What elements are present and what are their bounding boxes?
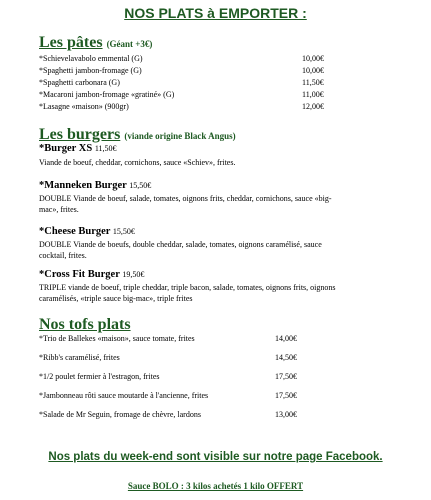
page-title: NOS PLATS à EMPORTER : bbox=[124, 5, 307, 21]
pates-item-3: *Spaghetti carbonara (G) bbox=[39, 78, 120, 87]
burger-4-desc-1: TRIPLE viande de boeuf, triple cheddar, triple bacon, salade, tomates, oignons frits, oignons bbox=[39, 283, 336, 292]
burger-4-title bbox=[39, 269, 144, 280]
burger-1-name: *Burger XS bbox=[39, 143, 93, 154]
burger-2-price: 15,50€ bbox=[129, 181, 152, 190]
sauce-offer: Sauce BOLO : 3 kilos achetés 1 kilo OFFERT bbox=[127, 481, 304, 491]
burger-1-price: 11,50€ bbox=[94, 144, 117, 153]
tofs-price-3: 17,50€ bbox=[275, 372, 297, 381]
pates-heading bbox=[39, 34, 152, 52]
burgers-title: Les burgers bbox=[39, 126, 121, 143]
pates-price-1: 10,00€ bbox=[302, 54, 324, 63]
burgers-note: (viande origine Black Angus) bbox=[124, 131, 236, 141]
pates-note: (Géant +3€) bbox=[106, 39, 153, 49]
pates-item-4: *Macaroni jambon-fromage «gratiné» (G) bbox=[39, 90, 175, 99]
burger-2-title bbox=[39, 180, 151, 191]
tofs-title: Nos tofs plats bbox=[39, 316, 131, 333]
burger-3-desc-1: DOUBLE Viande de boeufs, double cheddar, salade, tomates, oignons caramélisé, sauce bbox=[39, 240, 322, 249]
facebook-note: Nos plats du week-end sont visible sur notre page Facebook. bbox=[48, 451, 383, 463]
burger-2-name: *Manneken Burger bbox=[39, 180, 127, 191]
tofs-item-3: *1/2 poulet fermier à l'estragon, frites bbox=[39, 372, 160, 381]
burger-3-desc-2: cocktail, frites. bbox=[39, 251, 87, 260]
burger-4-price: 19,50€ bbox=[122, 270, 145, 279]
burger-1-desc-1: Viande de boeuf, cheddar, cornichons, sauce «Schiev», frites. bbox=[39, 158, 236, 167]
burger-3-title bbox=[39, 226, 135, 237]
burger-3-name: *Cheese Burger bbox=[39, 226, 111, 237]
tofs-price-2: 14,50€ bbox=[275, 353, 297, 362]
burger-2-desc-2: mac», frites. bbox=[39, 205, 79, 214]
pates-title: Les pâtes bbox=[39, 34, 103, 51]
burger-4-desc-2: caramélisés, «triple sauce big-mac», triple frites bbox=[39, 294, 193, 303]
tofs-item-2: *Ribb's caramélisé, frites bbox=[39, 353, 120, 362]
tofs-price-1: 14,00€ bbox=[275, 334, 297, 343]
burger-2-desc-1: DOUBLE Viande de boeuf, salade, tomates, oignons frits, cheddar, cornichons, sauce «big- bbox=[39, 194, 332, 203]
pates-item-2: *Spaghetti jambon-fromage (G) bbox=[39, 66, 142, 75]
pates-item-1: *Schievelavabolo emmental (G) bbox=[39, 54, 143, 63]
pates-price-3: 11,50€ bbox=[302, 78, 324, 87]
tofs-price-5: 13,00€ bbox=[275, 410, 297, 419]
tofs-item-1: *Trio de Ballekes «maison», sauce tomate, frites bbox=[39, 334, 195, 343]
burger-4-name: *Cross Fit Burger bbox=[39, 269, 120, 280]
pates-price-4: 11,00€ bbox=[302, 90, 324, 99]
pates-price-5: 12,00€ bbox=[302, 102, 324, 111]
tofs-item-4: *Jambonneau rôti sauce moutarde à l'ancienne, frites bbox=[39, 391, 209, 400]
tofs-item-5: *Salade de Mr Seguin, fromage de chèvre, lardons bbox=[39, 410, 201, 419]
pates-price-2: 10,00€ bbox=[302, 66, 324, 75]
tofs-heading bbox=[39, 316, 131, 334]
burgers-heading bbox=[39, 126, 236, 144]
tofs-price-4: 17,50€ bbox=[275, 391, 297, 400]
pates-item-5: *Lasagne «maison» (900gr) bbox=[39, 102, 129, 111]
burger-3-price: 15,50€ bbox=[112, 227, 135, 236]
burger-1-title bbox=[39, 143, 117, 154]
